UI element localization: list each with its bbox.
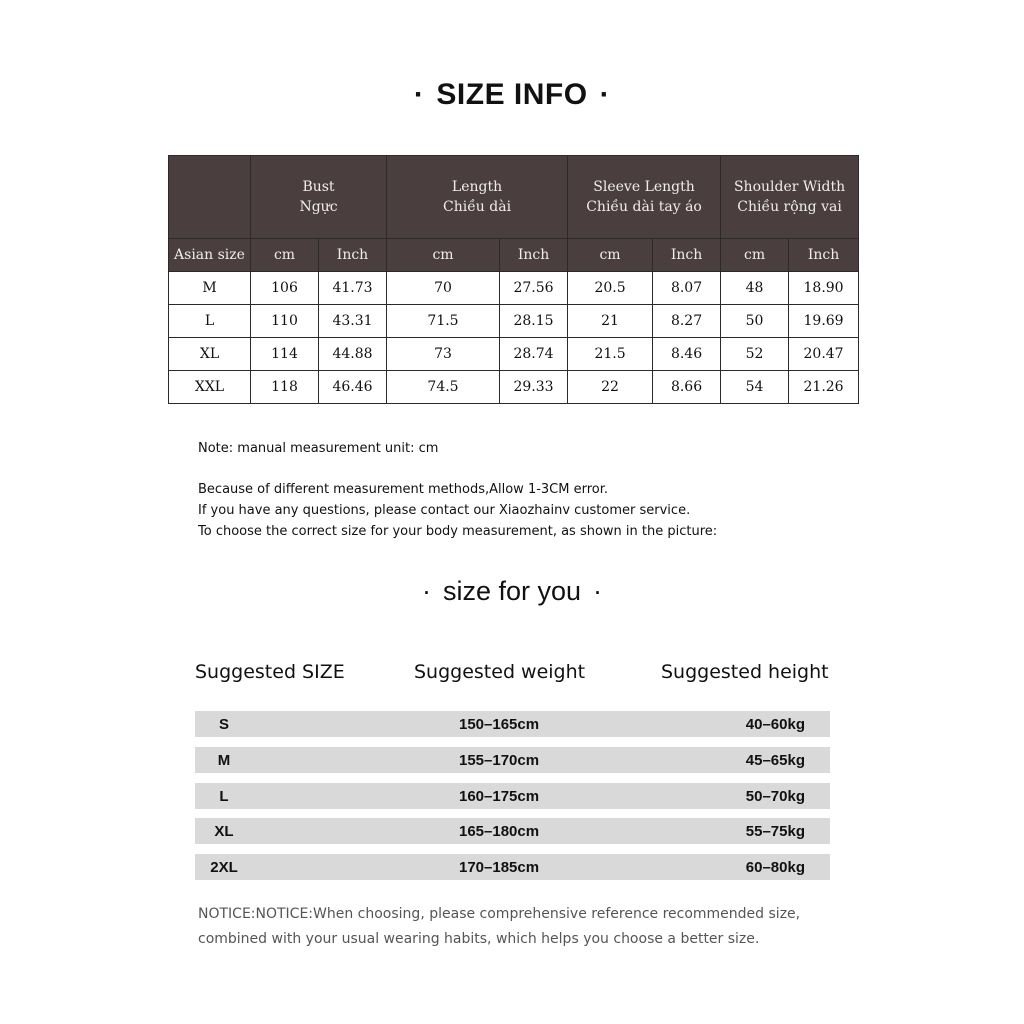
value-cell: 41.73	[319, 272, 387, 305]
group-label-en: Sleeve Length	[593, 179, 695, 195]
suggested-size: XL	[214, 823, 234, 840]
value-cell: 28.15	[500, 305, 568, 338]
error-note: Because of different measurement methods,Allow 1-3CM error.	[198, 482, 609, 497]
measurement-note: Note: manual measurement unit: cm	[198, 441, 439, 456]
value-cell: 48	[721, 272, 789, 305]
value-cell: 114	[251, 338, 319, 371]
suggestion-row	[195, 783, 830, 809]
group-label-vi: Chiều dài	[442, 199, 512, 215]
suggested-height: 55–75kg	[745, 823, 805, 840]
unit-header: cm	[568, 239, 653, 272]
value-cell: 21	[568, 305, 653, 338]
value-cell: 8.07	[653, 272, 721, 305]
value-cell: 106	[251, 272, 319, 305]
suggested-size: L	[219, 788, 229, 805]
size-cell: M	[169, 272, 251, 305]
group-label-vi: Chiều rộng vai	[737, 199, 842, 215]
group-label-en: Shoulder Width	[733, 179, 846, 195]
value-cell: 70	[387, 272, 500, 305]
group-label-en: Bust	[302, 179, 335, 195]
suggested-weight: 150–165cm	[459, 716, 540, 733]
value-cell: 19.69	[789, 305, 859, 338]
group-shoulder-width	[721, 156, 859, 239]
value-cell: 29.33	[500, 371, 568, 404]
measurement-group-row	[169, 156, 859, 239]
value-cell: 43.31	[319, 305, 387, 338]
value-cell: 71.5	[387, 305, 500, 338]
notice-line-2: combined with your usual wearing habits, which helps you choose a better size.	[198, 931, 760, 947]
group-label-vi: Ngực	[299, 199, 338, 215]
suggested-weight: 160–175cm	[459, 788, 540, 805]
unit-header: Inch	[319, 239, 387, 272]
title-dot-right: ·	[599, 78, 611, 111]
size-info-table	[168, 155, 859, 404]
value-cell: 22	[568, 371, 653, 404]
unit-header: cm	[251, 239, 319, 272]
suggested-height: 40–60kg	[745, 716, 805, 733]
value-cell: 20.47	[789, 338, 859, 371]
suggestion-row	[195, 854, 830, 880]
choose-size-note: To choose the correct size for your body measurement, as shown in the picture:	[198, 524, 718, 539]
value-cell: 21.26	[789, 371, 859, 404]
title-dot-left: ·	[421, 576, 431, 606]
value-cell: 8.66	[653, 371, 721, 404]
table-row	[169, 272, 859, 305]
title-dot-left: ·	[413, 78, 425, 111]
unit-header: Inch	[653, 239, 721, 272]
value-cell: 50	[721, 305, 789, 338]
suggestion-row	[195, 711, 830, 737]
group-sleeve-length	[568, 156, 721, 239]
value-cell: 8.27	[653, 305, 721, 338]
suggested-weight: 165–180cm	[459, 823, 540, 840]
size-cell: XL	[169, 338, 251, 371]
contact-note: If you have any questions, please contact our Xiaozhainv customer service.	[198, 503, 691, 518]
value-cell: 44.88	[319, 338, 387, 371]
suggested-size: M	[217, 752, 231, 769]
unit-header: Inch	[789, 239, 859, 272]
value-cell: 74.5	[387, 371, 500, 404]
size-cell: L	[169, 305, 251, 338]
size-info-title	[0, 78, 1024, 112]
unit-header: Inch	[500, 239, 568, 272]
suggested-height: 50–70kg	[745, 788, 805, 805]
suggestion-row	[195, 747, 830, 773]
value-cell: 20.5	[568, 272, 653, 305]
group-label-vi: Chiều dài tay áo	[586, 199, 702, 215]
group-label-en: Length	[451, 179, 503, 195]
table-row	[169, 371, 859, 404]
value-cell: 8.46	[653, 338, 721, 371]
suggested-weight: 155–170cm	[459, 752, 540, 769]
unit-header: cm	[721, 239, 789, 272]
value-cell: 54	[721, 371, 789, 404]
suggested-height: 60–80kg	[745, 859, 805, 876]
asian-size-header: Asian size	[169, 239, 251, 272]
group-length	[387, 156, 568, 239]
suggested-height-header: Suggested height	[661, 661, 829, 683]
value-cell: 73	[387, 338, 500, 371]
group-bust	[251, 156, 387, 239]
corner-cell	[169, 156, 251, 239]
suggested-weight-header: Suggested weight	[414, 661, 586, 683]
suggested-size-header: Suggested SIZE	[195, 661, 345, 683]
suggestion-row	[195, 818, 830, 844]
size-for-you-title-text: size for you	[442, 576, 582, 606]
unit-header: cm	[387, 239, 500, 272]
value-cell: 46.46	[319, 371, 387, 404]
size-info-title-text: SIZE INFO	[436, 78, 588, 111]
unit-row	[169, 239, 859, 272]
suggested-size: S	[218, 716, 229, 733]
suggested-size: 2XL	[210, 859, 238, 876]
table-row	[169, 338, 859, 371]
value-cell: 21.5	[568, 338, 653, 371]
value-cell: 110	[251, 305, 319, 338]
suggested-height: 45–65kg	[745, 752, 805, 769]
value-cell: 27.56	[500, 272, 568, 305]
notice-line-1: NOTICE:NOTICE:When choosing, please comprehensive reference recommended size,	[198, 906, 801, 922]
value-cell: 28.74	[500, 338, 568, 371]
value-cell: 118	[251, 371, 319, 404]
table-row	[169, 305, 859, 338]
value-cell: 18.90	[789, 272, 859, 305]
title-dot-right: ·	[593, 576, 603, 606]
size-cell: XXL	[169, 371, 251, 404]
suggested-weight: 170–185cm	[459, 859, 540, 876]
value-cell: 52	[721, 338, 789, 371]
size-for-you-title	[0, 576, 1024, 607]
